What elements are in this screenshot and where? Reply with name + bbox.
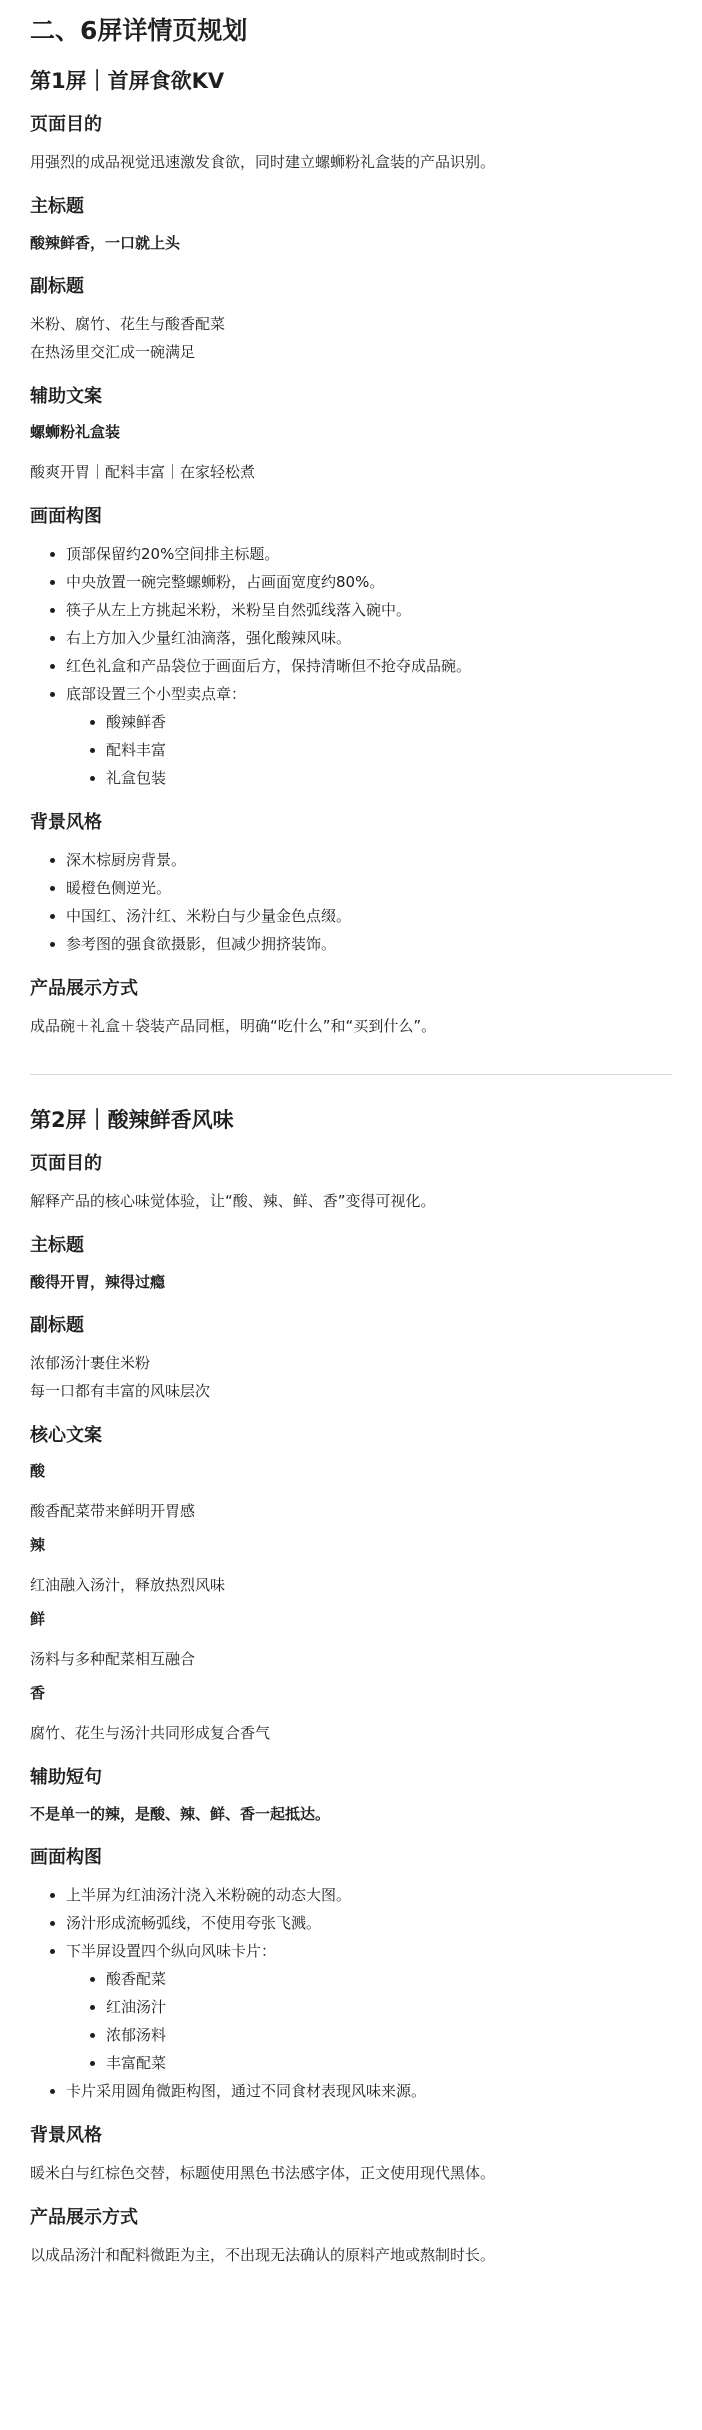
s1-bg-list: [30, 846, 672, 958]
s2-sub-line-2: 每一口都有丰富的风味层次: [30, 1382, 211, 1400]
badge-item: • 酸辣鲜香: [106, 708, 672, 736]
list-item: • 筷子从左上方挑起米粉，米粉呈自然弧线落入碗中。: [66, 596, 672, 624]
s1-badge-list: [66, 708, 672, 792]
doc-title: 二、6屏详情页规划: [30, 16, 248, 45]
s1-sub-line-2: 在热汤里交汇成一碗满足: [30, 343, 196, 361]
s2-short-block: [30, 1765, 672, 1827]
list-item: • 深木棕厨房背景。: [66, 846, 672, 874]
s2-comp-block: [30, 1845, 672, 2105]
s2-bg-text: 暖米白与红棕色交替，标题使用黑色书法感字体，正文使用现代黑体。: [30, 2164, 496, 2182]
s1-comp-list: [30, 540, 672, 792]
s2-comp-heading: 画面构图: [30, 1847, 102, 1868]
core-value-sour: 酸香配菜带来鲜明开胃感: [30, 1502, 196, 1520]
screen-1-section: [30, 66, 672, 1040]
list-item: • 顶部保留约20%空间排主标题。: [66, 540, 672, 568]
s1-bg-block: [30, 810, 672, 958]
card-item: • 酸香配菜: [106, 1965, 672, 1993]
s2-card-list: [66, 1965, 672, 2077]
s1-sub-line-1: 米粉、腐竹、花生与酸香配菜: [30, 315, 226, 333]
s2-main-block: [30, 1233, 672, 1295]
s2-sub-block: [30, 1313, 672, 1405]
s2-core-heading: 核心文案: [30, 1425, 102, 1446]
s2-sub-heading: 副标题: [30, 1315, 84, 1336]
s1-aux-text: 酸爽开胃｜配料丰富｜在家轻松煮: [30, 463, 256, 481]
s2-sub-line-1: 浓郁汤汁裹住米粉: [30, 1354, 151, 1372]
screen-1-title: 第1屏｜首屏食欲KV: [30, 69, 225, 93]
list-item: • 卡片采用圆角微距构图，通过不同食材表现风味来源。: [66, 2077, 672, 2105]
list-item: • 上半屏为红油汤汁浇入米粉碗的动态大图。: [66, 1881, 672, 1909]
s2-short-heading: 辅助短句: [30, 1767, 102, 1788]
core-key-sour: 酸: [30, 1462, 46, 1480]
core-key-spicy: 辣: [30, 1536, 46, 1554]
core-key-fresh: 鲜: [30, 1610, 46, 1628]
list-item: • 参考图的强食欲摄影，但减少拥挤装饰。: [66, 930, 672, 958]
screen-2-section: [30, 1105, 672, 2269]
s2-main-heading: 主标题: [30, 1235, 84, 1256]
list-item: • 汤汁形成流畅弧线，不使用夸张飞溅。: [66, 1909, 672, 1937]
s2-purpose-text: 解释产品的核心味觉体验，让“酸、辣、鲜、香”变得可视化。: [30, 1192, 436, 1210]
s1-aux-block: [30, 384, 672, 486]
badge-item: • 礼盒包装: [106, 764, 672, 792]
card-item: • 红油汤汁: [106, 1993, 672, 2021]
s1-prod-block: [30, 976, 672, 1040]
core-key-aroma: 香: [30, 1684, 46, 1702]
card-item: • 浓郁汤料: [106, 2021, 672, 2049]
s1-purpose-block: [30, 112, 672, 176]
core-value-fresh: 汤料与多种配菜相互融合: [30, 1650, 196, 1668]
s2-prod-text: 以成品汤汁和配料微距为主，不出现无法确认的原料产地或熬制时长。: [30, 2246, 496, 2264]
s2-prod-block: [30, 2205, 672, 2269]
s1-purpose-heading: 页面目的: [30, 114, 102, 135]
s1-main-text: 酸辣鲜香，一口就上头: [30, 234, 181, 252]
badge-item: • 配料丰富: [106, 736, 672, 764]
s2-purpose-block: [30, 1151, 672, 1215]
list-item: [66, 1937, 672, 2077]
list-item-label: 下半屏设置四个纵向风味卡片：: [66, 1942, 277, 1960]
s1-main-heading: 主标题: [30, 196, 84, 217]
screen-2-title: 第2屏｜酸辣鲜香风味: [30, 1108, 234, 1132]
s2-short-text: 不是单一的辣，是酸、辣、鲜、香一起抵达。: [30, 1805, 331, 1823]
s2-bg-block: [30, 2123, 672, 2187]
s1-prod-text: 成品碗＋礼盒＋袋装产品同框，明确“吃什么”和“买到什么”。: [30, 1017, 437, 1035]
core-value-aroma: 腐竹、花生与汤汁共同形成复合香气: [30, 1724, 271, 1742]
s2-comp-list: [30, 1881, 672, 2105]
s2-prod-heading: 产品展示方式: [30, 2207, 138, 2228]
s1-bg-heading: 背景风格: [30, 812, 102, 833]
card-item: • 丰富配菜: [106, 2049, 672, 2077]
s1-comp-block: [30, 504, 672, 792]
s2-purpose-heading: 页面目的: [30, 1153, 102, 1174]
core-value-spicy: 红油融入汤汁，释放热烈风味: [30, 1576, 226, 1594]
s1-sub-heading: 副标题: [30, 276, 84, 297]
s2-main-text: 酸得开胃，辣得过瘾: [30, 1273, 166, 1291]
s2-core-block: [30, 1423, 672, 1747]
list-item: • 中央放置一碗完整螺蛳粉，占画面宽度约80%。: [66, 568, 672, 596]
s1-sub-block: [30, 274, 672, 366]
list-item: • 红色礼盒和产品袋位于画面后方，保持清晰但不抢夺成品碗。: [66, 652, 672, 680]
list-item-label: 底部设置三个小型卖点章：: [66, 685, 247, 703]
list-item: [66, 680, 672, 792]
s1-comp-heading: 画面构图: [30, 506, 102, 527]
section-divider: [30, 1074, 672, 1075]
s1-main-block: [30, 194, 672, 256]
list-item: • 暖橙色侧逆光。: [66, 874, 672, 902]
list-item: • 中国红、汤汁红、米粉白与少量金色点缀。: [66, 902, 672, 930]
s1-prod-heading: 产品展示方式: [30, 978, 138, 999]
s2-bg-heading: 背景风格: [30, 2125, 102, 2146]
s1-aux-bold: 螺蛳粉礼盒装: [30, 423, 121, 441]
s1-purpose-text: 用强烈的成品视觉迅速激发食欲，同时建立螺蛳粉礼盒装的产品识别。: [30, 153, 496, 171]
s1-aux-heading: 辅助文案: [30, 386, 102, 407]
list-item: • 右上方加入少量红油滴落，强化酸辣风味。: [66, 624, 672, 652]
